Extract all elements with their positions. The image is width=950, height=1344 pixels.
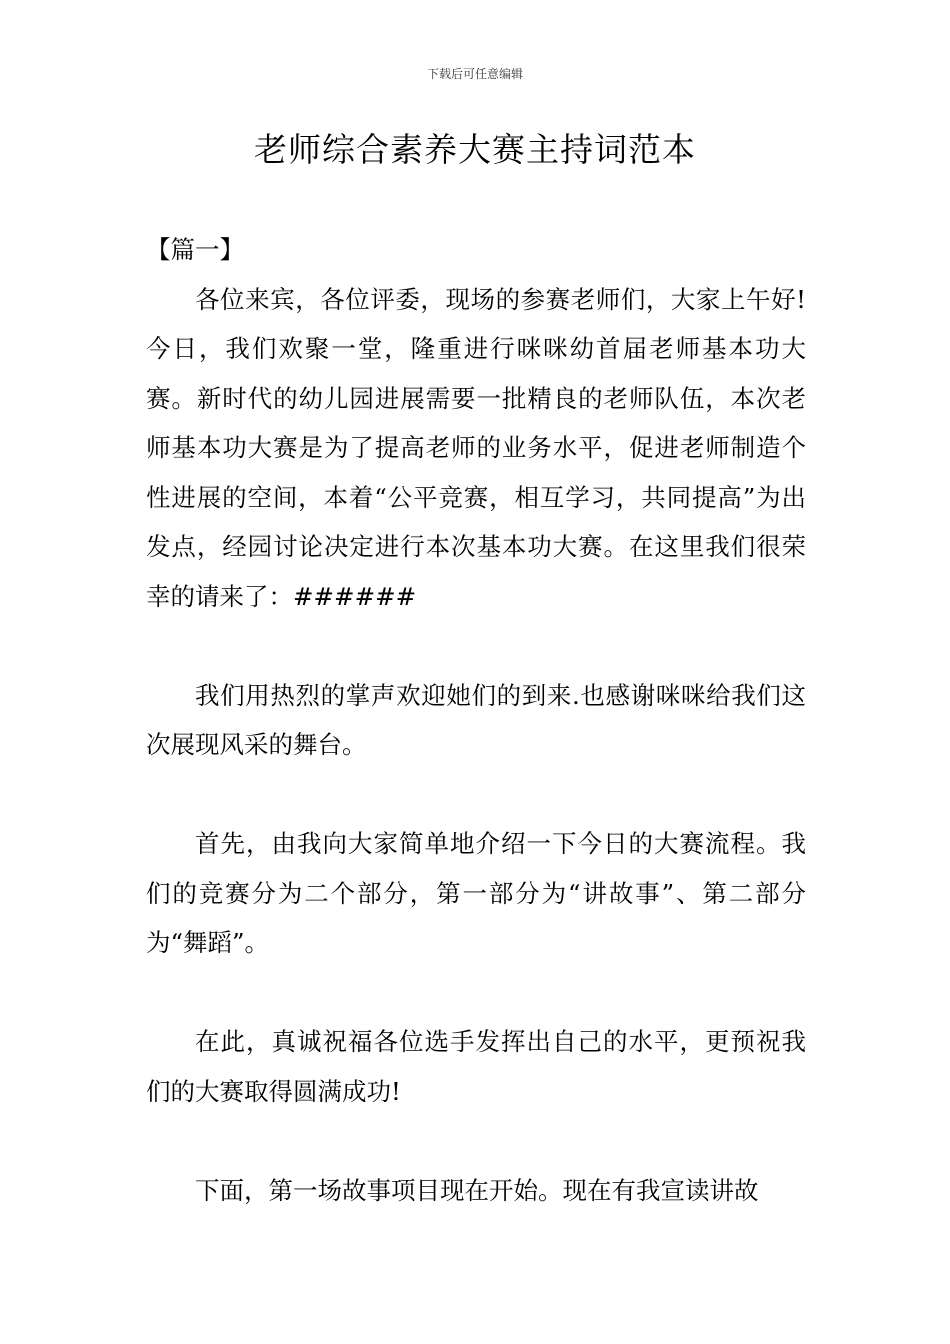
paragraph-5: 下面，第一场故事项目现在开始。现在有我宣读讲故 xyxy=(195,1175,759,1205)
document-body xyxy=(146,225,806,1215)
paragraph-2: 我们用热烈的掌声欢迎她们的到来.也感谢咪咪给我们这次展现风采的舞台。 xyxy=(146,680,806,759)
document-title: 老师综合素养大赛主持词范本 xyxy=(254,130,696,169)
paragraph-4: 在此，真诚祝福各位选手发挥出自己的水平，更预祝我们的大赛取得圆满成功! xyxy=(146,1027,806,1106)
paragraph-spacer xyxy=(146,1116,806,1166)
paragraph-spacer xyxy=(146,770,806,820)
paragraph-1: 各位来宾，各位评委，现场的参赛老师们，大家上午好!今日，我们欢聚一堂，隆重进行咪咪幼首届老师基本功大赛。新时代的幼儿园进展需要一批精良的老师队伍，本次老师基本功大赛是为了提高老师的业务水平，促进老师制造个性进展的空间，本着“公平竞赛，相互学习，共同提高”为出发点，经园讨论决定进行本次基本功大赛。在这里我们很荣幸的请来了：###### xyxy=(146,284,806,611)
paragraph-spacer xyxy=(146,968,806,1018)
paragraph-3: 首先，由我向大家简单地介绍一下今日的大赛流程。我们的竞赛分为二个部分，第一部分为“讲故事”、第二部分为“舞蹈”。 xyxy=(146,829,806,957)
paragraph-spacer xyxy=(146,621,806,671)
header-note: 下载后可任意编辑 xyxy=(426,67,523,81)
section-label: 【篇一】 xyxy=(146,235,244,264)
